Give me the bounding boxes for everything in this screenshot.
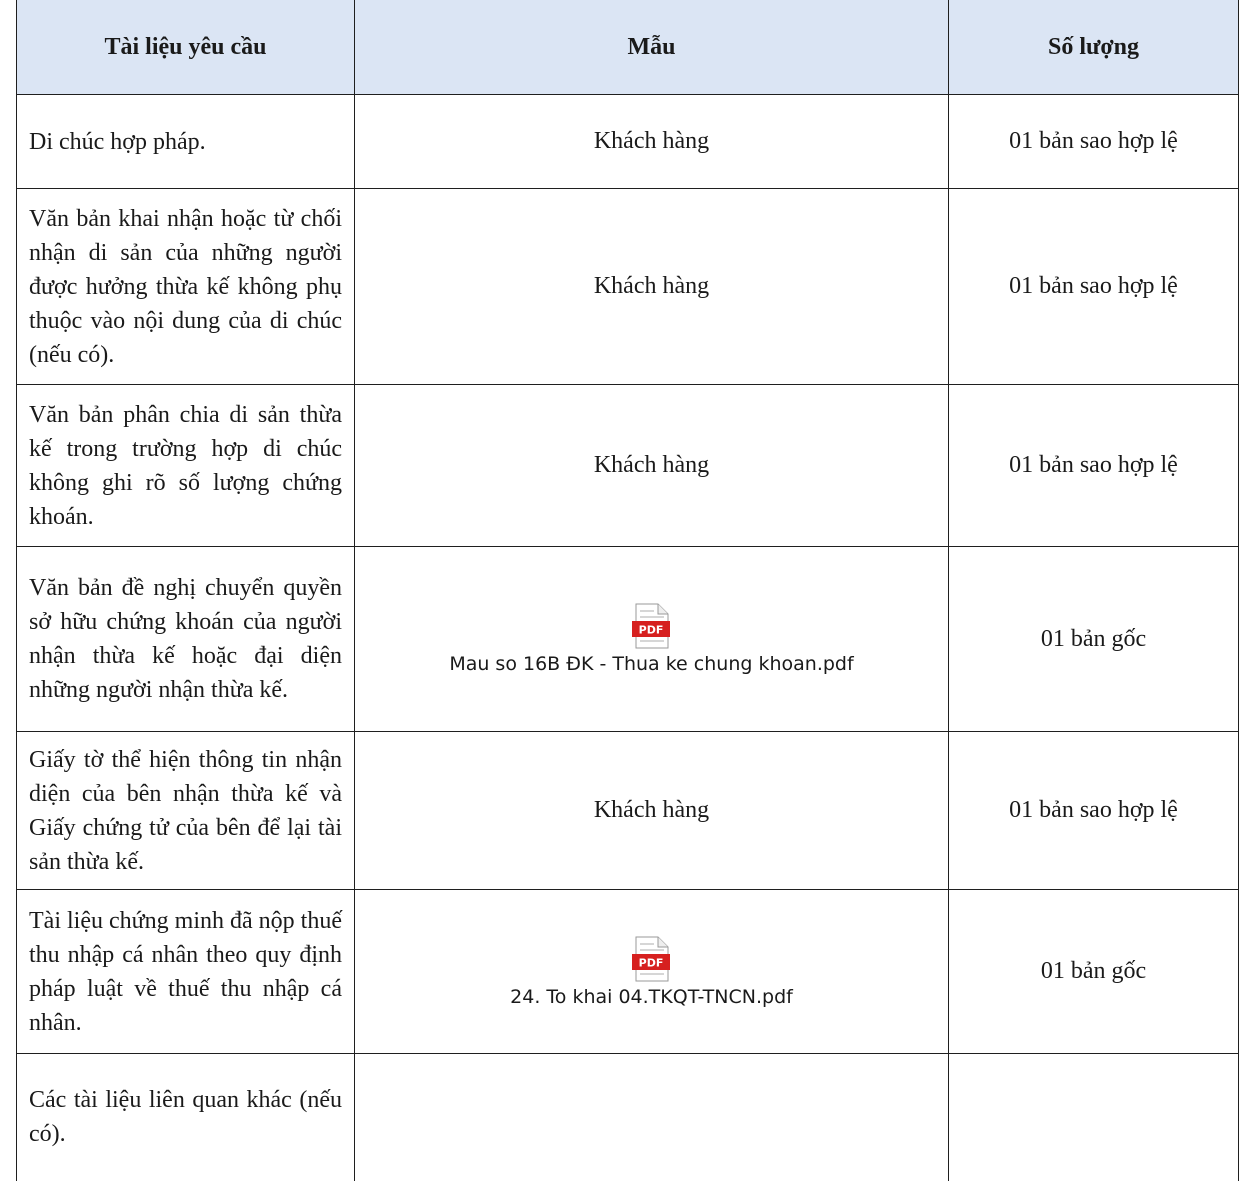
document-text: Văn bản phân chia di sản thừa kế trong trường hợp di chúc không ghi rõ số lượng chứng khoán. (29, 401, 342, 530)
template-cell (355, 547, 949, 732)
document-cell (17, 547, 355, 732)
template-cell: Khách hàng (355, 732, 949, 890)
header-template: Mẫu (355, 0, 949, 95)
template-cell (355, 890, 949, 1054)
quantity-cell (949, 1054, 1239, 1181)
template-cell: Khách hàng (355, 95, 949, 189)
document-cell (17, 385, 355, 547)
pdf-attachment[interactable] (449, 603, 853, 675)
quantity-cell: 01 bản gốc (949, 547, 1239, 732)
template-cell: Khách hàng (355, 189, 949, 385)
table-row (17, 890, 1239, 1054)
template-cell: Khách hàng (355, 385, 949, 547)
document-cell (17, 1054, 355, 1181)
quantity-cell: 01 bản sao hợp lệ (949, 95, 1239, 189)
document-text: Tài liệu chứng minh đã nộp thuế thu nhập cá nhân theo quy định pháp luật về thuế thu nhập cá nhân. (29, 907, 342, 1036)
document-cell (17, 890, 355, 1054)
pdf-attachment[interactable] (510, 936, 793, 1008)
table-header-row (17, 0, 1239, 95)
document-text: Giấy tờ thể hiện thông tin nhận diện của bên nhận thừa kế và Giấy chứng tử của bên để lại tài sản thừa kế. (29, 746, 342, 875)
table-row (17, 189, 1239, 385)
table-row (17, 547, 1239, 732)
document-text: Văn bản khai nhận hoặc từ chối nhận di sản của những người được hưởng thừa kế không phụ thuộc vào nội dung của di chúc (nếu có). (29, 205, 342, 368)
template-cell (355, 1054, 949, 1181)
document-cell (17, 189, 355, 385)
document-cell (17, 95, 355, 189)
header-document: Tài liệu yêu cầu (17, 0, 355, 95)
quantity-cell: 01 bản gốc (949, 890, 1239, 1054)
svg-text:PDF: PDF (639, 623, 664, 637)
document-text: Di chúc hợp pháp. (29, 128, 206, 155)
document-cell (17, 732, 355, 890)
table-row (17, 385, 1239, 547)
quantity-cell: 01 bản sao hợp lệ (949, 385, 1239, 547)
table-row (17, 1054, 1239, 1181)
pdf-file-icon (629, 936, 673, 982)
pdf-file-name[interactable]: 24. To khai 04.TKQT-TNCN.pdf (510, 985, 793, 1008)
quantity-cell: 01 bản sao hợp lệ (949, 189, 1239, 385)
document-text: Văn bản đề nghị chuyển quyền sở hữu chứng khoán của người nhận thừa kế hoặc đại diện những người nhận thừa kế. (29, 575, 342, 703)
quantity-cell: 01 bản sao hợp lệ (949, 732, 1239, 890)
pdf-file-icon (629, 603, 673, 649)
header-quantity: Số lượng (949, 0, 1239, 95)
requirements-table (16, 0, 1239, 1181)
svg-text:PDF: PDF (639, 956, 664, 969)
pdf-file-name[interactable]: Mau so 16B ĐK - Thua ke chung khoan.pdf (449, 653, 854, 675)
table-row (17, 95, 1239, 189)
document-text: Các tài liệu liên quan khác (nếu có). (29, 1087, 342, 1148)
table-row (17, 732, 1239, 890)
